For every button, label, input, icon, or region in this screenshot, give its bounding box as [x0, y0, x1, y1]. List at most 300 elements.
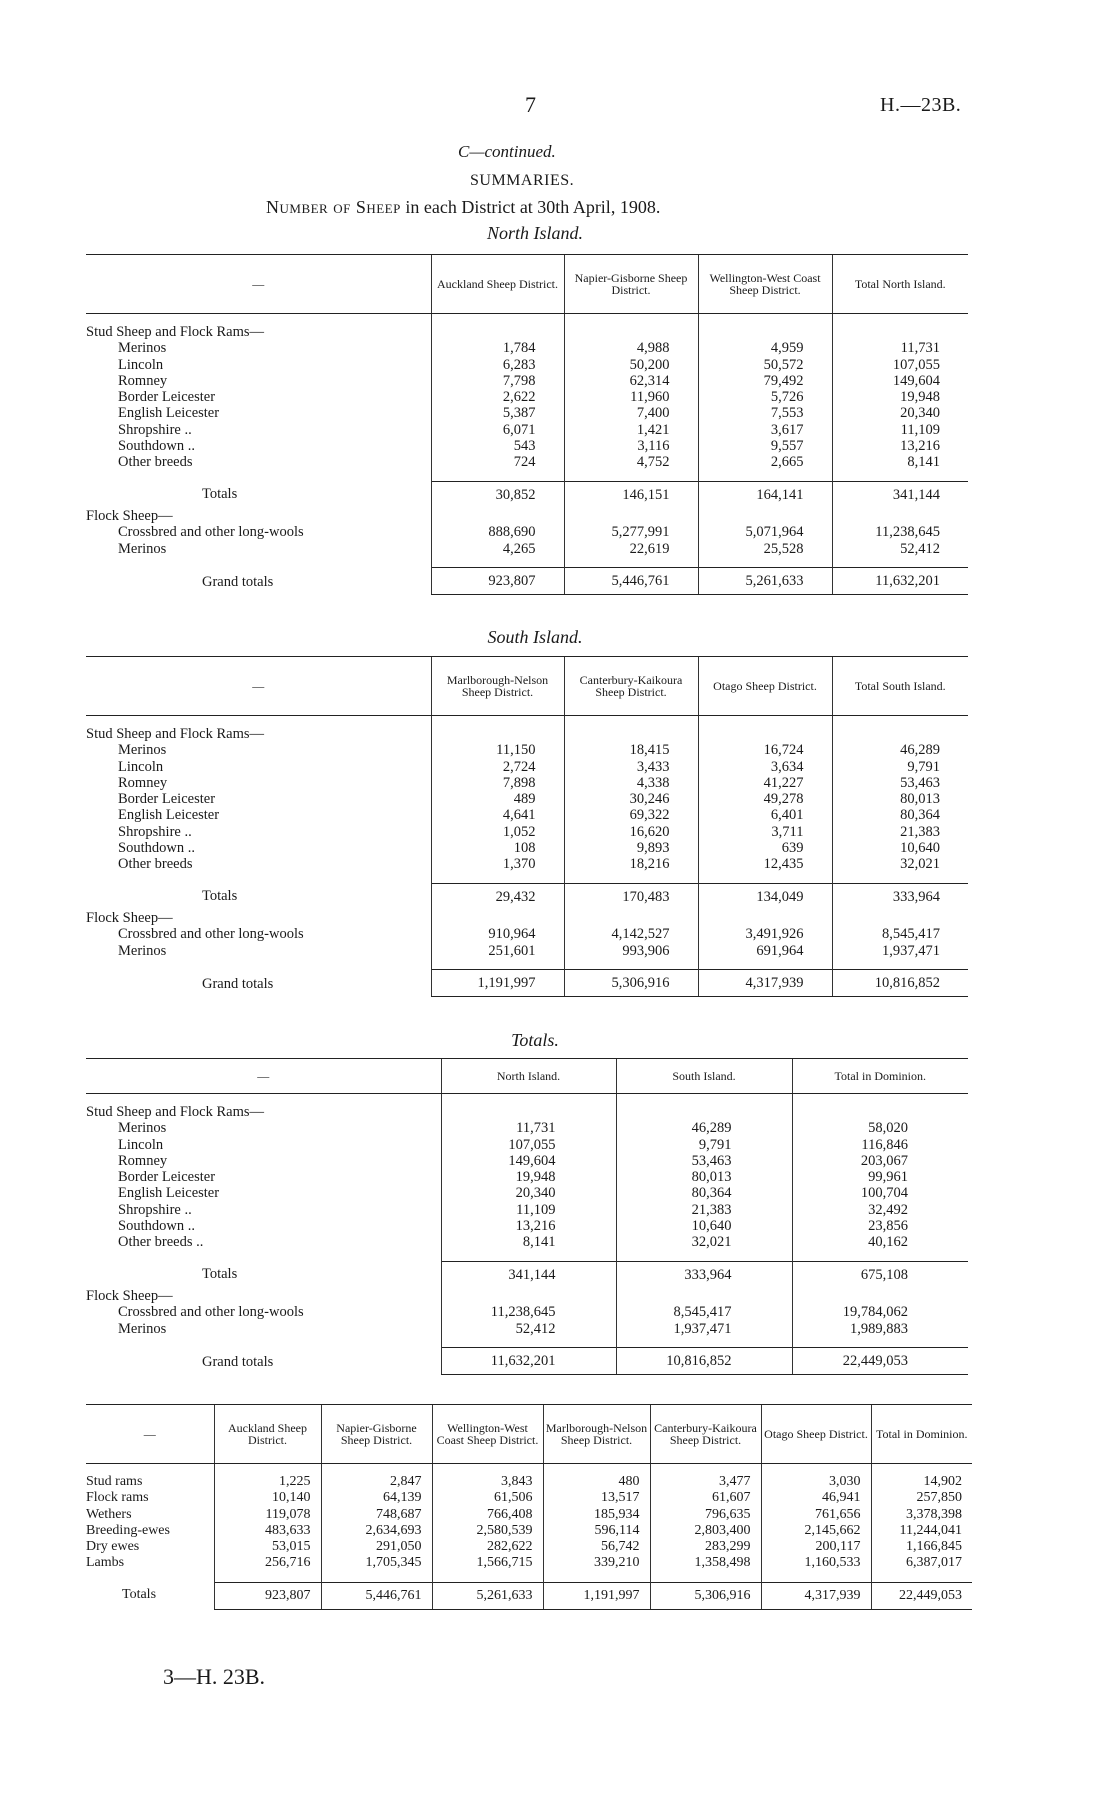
north-col-header: Auckland Sheep District.: [431, 255, 564, 314]
totals-table: [86, 1058, 968, 1375]
value-cell: 108: [431, 840, 564, 856]
south-stud-heading-row: [86, 726, 968, 742]
totals-col-header: South Island.: [616, 1059, 792, 1094]
value-cell: 596,114: [543, 1523, 650, 1539]
classes-col-header: Total in Dominion.: [871, 1405, 972, 1464]
row-label: Crossbred and other long-wools: [118, 926, 304, 943]
value-cell: 23,856: [792, 1218, 968, 1234]
value-cell: 80,013: [832, 791, 968, 807]
row-label: Merinos: [118, 1320, 167, 1337]
south-header-row: [86, 657, 968, 716]
totals-row: [86, 1261, 968, 1288]
value-cell: 18,415: [564, 742, 698, 758]
value-cell: 9,557: [698, 438, 832, 454]
south-dash-header: —: [86, 657, 431, 716]
south-col-header: Canterbury-Kaikoura Sheep District.: [564, 657, 698, 716]
totals-flock-heading: Flock Sheep—: [86, 1287, 173, 1304]
totals-row: [86, 883, 968, 910]
value-cell: 5,726: [698, 389, 832, 405]
row-label: Merinos: [118, 742, 167, 759]
table-row: [86, 1218, 968, 1234]
south-stud-heading: Stud Sheep and Flock Rams—: [86, 726, 265, 742]
north-dash-header: —: [86, 255, 431, 314]
row-label: English Leicester: [118, 807, 220, 824]
row-label: Border Leicester: [118, 389, 216, 406]
value-cell: 2,847: [321, 1474, 432, 1490]
value-cell: 5,071,964: [698, 524, 832, 540]
value-cell: 333,964: [616, 1261, 792, 1288]
table-row: [86, 840, 968, 856]
value-cell: 11,238,645: [832, 524, 968, 540]
value-cell: 3,116: [564, 438, 698, 454]
value-cell: 6,283: [431, 357, 564, 373]
value-cell: 170,483: [564, 883, 698, 910]
table-row: [86, 1137, 968, 1153]
north-flock-heading: Flock Sheep—: [86, 507, 173, 524]
south-island-table: [86, 656, 968, 997]
value-cell: 22,449,053: [792, 1347, 968, 1374]
row-label: Grand totals: [202, 574, 274, 591]
value-cell: 53,463: [616, 1153, 792, 1169]
value-cell: 56,742: [543, 1539, 650, 1555]
table-row: [86, 438, 968, 454]
row-label: Border Leicester: [118, 791, 216, 808]
table-row: [86, 943, 968, 959]
south-flock-rows: [86, 926, 968, 959]
north-col-header: Napier-Gisborne Sheep District.: [564, 255, 698, 314]
totals-totals-row: [86, 1261, 968, 1288]
totals-stud-rows: [86, 1120, 968, 1250]
value-cell: 107,055: [441, 1137, 616, 1153]
table-row: [86, 1304, 968, 1320]
value-cell: 483,633: [214, 1523, 321, 1539]
value-cell: 16,724: [698, 742, 832, 758]
value-cell: 29,432: [431, 883, 564, 910]
value-cell: 4,265: [431, 541, 564, 557]
value-cell: 3,711: [698, 824, 832, 840]
value-cell: 10,816,852: [616, 1347, 792, 1374]
value-cell: 691,964: [698, 943, 832, 959]
north-col-header: Wellington-West Coast Sheep District.: [698, 255, 832, 314]
row-label: Shropshire ..: [118, 1201, 192, 1218]
value-cell: 119,078: [214, 1507, 321, 1523]
value-cell: 11,731: [441, 1120, 616, 1136]
row-label: Romney: [118, 372, 168, 389]
value-cell: 3,477: [650, 1474, 761, 1490]
value-cell: 3,030: [761, 1474, 871, 1490]
row-label: Southdown ..: [118, 1218, 195, 1235]
value-cell: 100,704: [792, 1185, 968, 1201]
classes-col-header: Wellington-West Coast Sheep District.: [432, 1405, 543, 1464]
value-cell: 766,408: [432, 1507, 543, 1523]
value-cell: 146,151: [564, 481, 698, 508]
classes-col-header: Napier-Gisborne Sheep District.: [321, 1405, 432, 1464]
row-label: Lambs: [86, 1555, 125, 1571]
row-label: Shropshire ..: [118, 421, 192, 438]
page-footer: 3—H. 23B.: [163, 1664, 266, 1689]
south-grand-row: [86, 969, 968, 996]
north-totals-row: [86, 481, 968, 508]
totals-stud-heading: Stud Sheep and Flock Rams—: [86, 1104, 265, 1120]
value-cell: 6,071: [431, 422, 564, 438]
subtitle-prefix: Number of Sheep: [266, 197, 401, 217]
value-cell: 46,941: [761, 1490, 871, 1506]
value-cell: 10,816,852: [832, 969, 968, 996]
row-label: Merinos: [118, 942, 167, 959]
north-stud-heading-row: [86, 324, 968, 340]
totals-row: [86, 481, 968, 508]
totals-row: [86, 567, 968, 594]
row-label: Romney: [118, 1152, 168, 1169]
value-cell: 5,277,991: [564, 524, 698, 540]
value-cell: 16,620: [564, 824, 698, 840]
row-label: Totals: [202, 486, 238, 503]
value-cell: 19,948: [441, 1169, 616, 1185]
table-row: [86, 1202, 968, 1218]
value-cell: 12,435: [698, 856, 832, 872]
row-label: Border Leicester: [118, 1169, 216, 1186]
value-cell: 49,278: [698, 791, 832, 807]
row-label: Flock rams: [86, 1490, 149, 1506]
value-cell: 18,216: [564, 856, 698, 872]
value-cell: 5,261,633: [698, 567, 832, 594]
table-row: [86, 775, 968, 791]
totals-grand-row: [86, 1347, 968, 1374]
table-row: [86, 541, 968, 557]
value-cell: 4,317,939: [698, 969, 832, 996]
row-label: Totals: [202, 888, 238, 905]
value-cell: 9,893: [564, 840, 698, 856]
value-cell: 282,622: [432, 1539, 543, 1555]
value-cell: 993,906: [564, 943, 698, 959]
value-cell: 923,807: [431, 567, 564, 594]
value-cell: 46,289: [616, 1120, 792, 1136]
value-cell: 5,306,916: [564, 969, 698, 996]
value-cell: 185,934: [543, 1507, 650, 1523]
value-cell: 22,449,053: [871, 1582, 972, 1609]
value-cell: 1,566,715: [432, 1555, 543, 1571]
value-cell: 724: [431, 454, 564, 470]
value-cell: 3,433: [564, 759, 698, 775]
value-cell: 13,517: [543, 1490, 650, 1506]
row-label: Dry ewes: [86, 1539, 140, 1555]
totals-row: [86, 969, 968, 996]
value-cell: 5,261,633: [432, 1582, 543, 1609]
value-cell: 25,528: [698, 541, 832, 557]
row-label: Wethers: [86, 1506, 132, 1522]
value-cell: 6,387,017: [871, 1555, 972, 1571]
value-cell: 251,601: [431, 943, 564, 959]
value-cell: 11,244,041: [871, 1523, 972, 1539]
value-cell: 3,491,926: [698, 926, 832, 942]
classes-table: [86, 1404, 972, 1610]
value-cell: 11,109: [441, 1202, 616, 1218]
value-cell: 30,852: [431, 481, 564, 508]
north-header-row: [86, 255, 968, 314]
table-row: [86, 1474, 972, 1490]
row-label: Lincoln: [118, 758, 164, 775]
value-cell: 32,492: [792, 1202, 968, 1218]
value-cell: 1,160,533: [761, 1555, 871, 1571]
value-cell: 61,506: [432, 1490, 543, 1506]
row-label: English Leicester: [118, 405, 220, 422]
value-cell: 675,108: [792, 1261, 968, 1288]
south-col-header: Marlborough-Nelson Sheep District.: [431, 657, 564, 716]
value-cell: 1,421: [564, 422, 698, 438]
classes-col-header: Auckland Sheep District.: [214, 1405, 321, 1464]
value-cell: 9,791: [832, 759, 968, 775]
value-cell: 40,162: [792, 1234, 968, 1250]
row-label: Southdown ..: [118, 840, 195, 857]
value-cell: 50,572: [698, 357, 832, 373]
value-cell: 6,401: [698, 807, 832, 823]
value-cell: 11,632,201: [832, 567, 968, 594]
table-row: [86, 373, 968, 389]
table-row: [86, 389, 968, 405]
value-cell: 8,141: [441, 1234, 616, 1250]
value-cell: 32,021: [832, 856, 968, 872]
table-row: [86, 340, 968, 356]
value-cell: 4,338: [564, 775, 698, 791]
row-label: Other breeds: [118, 454, 193, 471]
classes-totals-row: [86, 1582, 972, 1609]
value-cell: 796,635: [650, 1507, 761, 1523]
value-cell: 8,545,417: [616, 1304, 792, 1320]
value-cell: 257,850: [871, 1490, 972, 1506]
value-cell: 1,989,883: [792, 1321, 968, 1337]
value-cell: 339,210: [543, 1555, 650, 1571]
value-cell: 21,383: [832, 824, 968, 840]
value-cell: 2,145,662: [761, 1523, 871, 1539]
row-label: Lincoln: [118, 1136, 164, 1153]
north-flock-heading-row: [86, 508, 968, 524]
totals-row: [86, 1347, 968, 1374]
value-cell: 341,144: [832, 481, 968, 508]
value-cell: 52,412: [832, 541, 968, 557]
value-cell: 1,705,345: [321, 1555, 432, 1571]
value-cell: 639: [698, 840, 832, 856]
value-cell: 489: [431, 791, 564, 807]
table-row: [86, 454, 968, 470]
value-cell: 1,370: [431, 856, 564, 872]
value-cell: 79,492: [698, 373, 832, 389]
table-row: [86, 807, 968, 823]
value-cell: 20,340: [832, 405, 968, 421]
totals-header-row: [86, 1059, 968, 1094]
south-col-header: Total South Island.: [832, 657, 968, 716]
row-label: English Leicester: [118, 1185, 220, 1202]
totals-col-header: North Island.: [441, 1059, 616, 1094]
totals-section-title: Totals.: [511, 1030, 559, 1050]
classes-dash-header: —: [86, 1405, 214, 1464]
value-cell: 30,246: [564, 791, 698, 807]
table-row: [86, 1153, 968, 1169]
value-cell: 283,299: [650, 1539, 761, 1555]
row-label: Stud rams: [86, 1474, 143, 1489]
classes-header-row: [86, 1405, 972, 1464]
value-cell: 134,049: [698, 883, 832, 910]
table-row: [86, 1507, 972, 1523]
value-cell: 923,807: [214, 1582, 321, 1609]
document-reference: H.—23B.: [880, 94, 962, 116]
south-totals-row: [86, 883, 968, 910]
value-cell: 20,340: [441, 1185, 616, 1201]
table-row: [86, 1490, 972, 1506]
value-cell: 1,937,471: [616, 1321, 792, 1337]
value-cell: 1,784: [431, 340, 564, 356]
value-cell: 291,050: [321, 1539, 432, 1555]
value-cell: 1,191,997: [431, 969, 564, 996]
value-cell: 62,314: [564, 373, 698, 389]
value-cell: 53,463: [832, 775, 968, 791]
value-cell: 10,640: [616, 1218, 792, 1234]
value-cell: 149,604: [441, 1153, 616, 1169]
row-label: Lincoln: [118, 356, 164, 373]
value-cell: 4,641: [431, 807, 564, 823]
subtitle-rest: in each District at 30th April, 1908.: [405, 197, 661, 217]
value-cell: 341,144: [441, 1261, 616, 1288]
value-cell: 80,013: [616, 1169, 792, 1185]
continued-label: C—continued.: [458, 142, 556, 161]
value-cell: 46,289: [832, 742, 968, 758]
value-cell: 11,109: [832, 422, 968, 438]
value-cell: 52,412: [441, 1321, 616, 1337]
table-row: [86, 1234, 968, 1250]
table-row: [86, 524, 968, 540]
classes-col-header: Canterbury-Kaikoura Sheep District.: [650, 1405, 761, 1464]
value-cell: 107,055: [832, 357, 968, 373]
value-cell: 41,227: [698, 775, 832, 791]
value-cell: 1,191,997: [543, 1582, 650, 1609]
row-label: Romney: [118, 774, 168, 791]
value-cell: 64,139: [321, 1490, 432, 1506]
south-flock-heading: Flock Sheep—: [86, 909, 173, 926]
row-label: Totals: [122, 1587, 157, 1603]
value-cell: 910,964: [431, 926, 564, 942]
south-island-title: South Island.: [487, 627, 583, 647]
table-row: [86, 422, 968, 438]
value-cell: 1,052: [431, 824, 564, 840]
row-label: Grand totals: [202, 1354, 274, 1371]
value-cell: 4,988: [564, 340, 698, 356]
row-label: Crossbred and other long-wools: [118, 1304, 304, 1321]
row-label: Merinos: [118, 1120, 167, 1137]
row-label: Other breeds: [118, 856, 193, 873]
value-cell: 32,021: [616, 1234, 792, 1250]
summaries-heading: SUMMARIES.: [470, 172, 575, 189]
totals-flock-rows: [86, 1304, 968, 1337]
value-cell: 5,306,916: [650, 1582, 761, 1609]
value-cell: 7,553: [698, 405, 832, 421]
value-cell: 3,378,398: [871, 1507, 972, 1523]
value-cell: 761,656: [761, 1507, 871, 1523]
value-cell: 69,322: [564, 807, 698, 823]
value-cell: 4,959: [698, 340, 832, 356]
totals-stud-heading-row: [86, 1104, 968, 1120]
value-cell: 8,141: [832, 454, 968, 470]
value-cell: 7,798: [431, 373, 564, 389]
value-cell: 11,731: [832, 340, 968, 356]
north-island-title: North Island.: [486, 223, 583, 243]
value-cell: 58,020: [792, 1120, 968, 1136]
value-cell: 543: [431, 438, 564, 454]
value-cell: 203,067: [792, 1153, 968, 1169]
table-row: [86, 1185, 968, 1201]
row-label: Other breeds ..: [118, 1234, 204, 1251]
south-stud-rows: [86, 742, 968, 872]
table-row: [86, 1539, 972, 1555]
north-flock-rows: [86, 524, 968, 557]
value-cell: 2,622: [431, 389, 564, 405]
value-cell: 4,752: [564, 454, 698, 470]
north-stud-heading: Stud Sheep and Flock Rams—: [86, 324, 265, 340]
value-cell: 2,724: [431, 759, 564, 775]
value-cell: 149,604: [832, 373, 968, 389]
value-cell: 1,166,845: [871, 1539, 972, 1555]
row-label: Merinos: [118, 340, 167, 357]
value-cell: 14,902: [871, 1474, 972, 1490]
value-cell: 2,580,539: [432, 1523, 543, 1539]
table-row: [86, 759, 968, 775]
value-cell: 11,238,645: [441, 1304, 616, 1320]
north-grand-row: [86, 567, 968, 594]
value-cell: 61,607: [650, 1490, 761, 1506]
row-label: Southdown ..: [118, 438, 195, 455]
row-label: Grand totals: [202, 976, 274, 993]
table-row: [86, 824, 968, 840]
table-row: [86, 1523, 972, 1539]
value-cell: 99,961: [792, 1169, 968, 1185]
value-cell: 4,142,527: [564, 926, 698, 942]
value-cell: 11,632,201: [441, 1347, 616, 1374]
row-label: Totals: [202, 1266, 238, 1283]
value-cell: 10,640: [832, 840, 968, 856]
north-stud-rows: [86, 340, 968, 470]
value-cell: 116,846: [792, 1137, 968, 1153]
value-cell: 19,948: [832, 389, 968, 405]
table-row: [86, 742, 968, 758]
value-cell: 13,216: [441, 1218, 616, 1234]
value-cell: 1,225: [214, 1474, 321, 1490]
value-cell: 1,358,498: [650, 1555, 761, 1571]
classes-col-header: Marlborough-Nelson Sheep District.: [543, 1405, 650, 1464]
totals-row: [86, 1582, 972, 1609]
north-island-table: [86, 254, 968, 595]
row-label: Breeding-ewes: [86, 1522, 170, 1538]
table-row: [86, 1555, 972, 1571]
table-row: [86, 1169, 968, 1185]
value-cell: 13,216: [832, 438, 968, 454]
value-cell: 9,791: [616, 1137, 792, 1153]
value-cell: 80,364: [616, 1185, 792, 1201]
value-cell: 5,387: [431, 405, 564, 421]
value-cell: 748,687: [321, 1507, 432, 1523]
value-cell: 480: [543, 1474, 650, 1490]
row-label: Crossbred and other long-wools: [118, 524, 304, 541]
value-cell: 2,803,400: [650, 1523, 761, 1539]
totals-dash-header: —: [86, 1059, 441, 1094]
classes-col-header: Otago Sheep District.: [761, 1405, 871, 1464]
value-cell: 164,141: [698, 481, 832, 508]
value-cell: 3,634: [698, 759, 832, 775]
totals-col-header: Total in Dominion.: [792, 1059, 968, 1094]
value-cell: 7,400: [564, 405, 698, 421]
value-cell: 2,634,693: [321, 1523, 432, 1539]
value-cell: 11,150: [431, 742, 564, 758]
value-cell: 10,140: [214, 1490, 321, 1506]
row-label: Merinos: [118, 540, 167, 557]
value-cell: 256,716: [214, 1555, 321, 1571]
